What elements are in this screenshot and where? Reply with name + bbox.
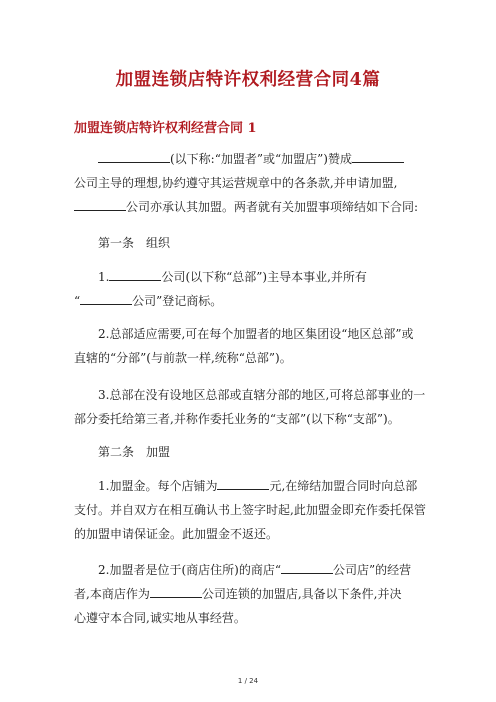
intro-line-1: (以下称:“加盟者”或“加盟店”)赞成: [74, 147, 424, 171]
clause-2-2: 2.加盟者是位于(商店住所)的商店“ 公司店”的经营 者,本商店作为 公司连锁的加盟店,具备以下条件,并决 心遵守本合同,诚实地从事经营。: [74, 558, 424, 630]
clause-1-1-line-2: “ 公司”登记商标。: [74, 294, 223, 308]
blank-field: [80, 292, 132, 305]
document-title: 加盟连锁店特许权利经营合同4篇: [115, 70, 381, 90]
intro-paragraph: [74, 147, 424, 219]
blank-field: [352, 150, 404, 163]
intro-line-3: 公司亦承认其加盟。两者就有关加盟事项缔结如下合同:: [74, 195, 424, 219]
clause-1-3: 3.总部在没有设地区总部或直辖分部的地区,可将总部事业的一 部分委托给第三者,并称作委托业务的“支部”(以下称“支部”)。: [74, 388, 426, 426]
clause-2-2-line-1: 2.加盟者是位于(商店住所)的商店“ 公司店”的经营: [98, 563, 412, 577]
clause-2-1-line-1: 1.加盟金。每个店铺为 元,在缔结加盟合同时向总部: [98, 479, 418, 493]
blank-field: [281, 561, 333, 574]
clause-1-1: [74, 265, 424, 313]
blank-field: [98, 150, 170, 163]
blank-field: [109, 268, 161, 281]
clause-2-1: 1.加盟金。每个店铺为 元,在缔结加盟合同时向总部 支付。并自双方在相互确认书上签字时起,此加盟金即充作委托保管 的加盟申请保证金。此加盟金不返还。: [74, 474, 424, 546]
clause-2-2-line-2: 者,本商店作为 公司连锁的加盟店,具备以下条件,并决: [74, 587, 402, 601]
intro-line-2: 公司主导的理想,协约遵守其运营规章中的各条款,并申请加盟,: [74, 176, 398, 190]
article-2-heading: 第二条 加盟: [98, 445, 171, 459]
clause-1-1-line-1: 1. 公司(以下称“总部”)主导本事业,并所有: [98, 270, 367, 284]
article-1-heading: 第一条 组织: [98, 236, 171, 250]
clause-1-2: 2.总部适应需要,可在每个加盟者的地区集团设“地区总部”或 直辖的“分部”(与前款一样,统称“总部”)。: [74, 327, 414, 365]
page-number: 1 / 24: [237, 677, 259, 685]
blank-field: [217, 477, 269, 490]
section-title: 加盟连锁店特许权利经营合同 1: [74, 121, 257, 136]
blank-field: [74, 198, 126, 211]
blank-field: [150, 585, 202, 598]
